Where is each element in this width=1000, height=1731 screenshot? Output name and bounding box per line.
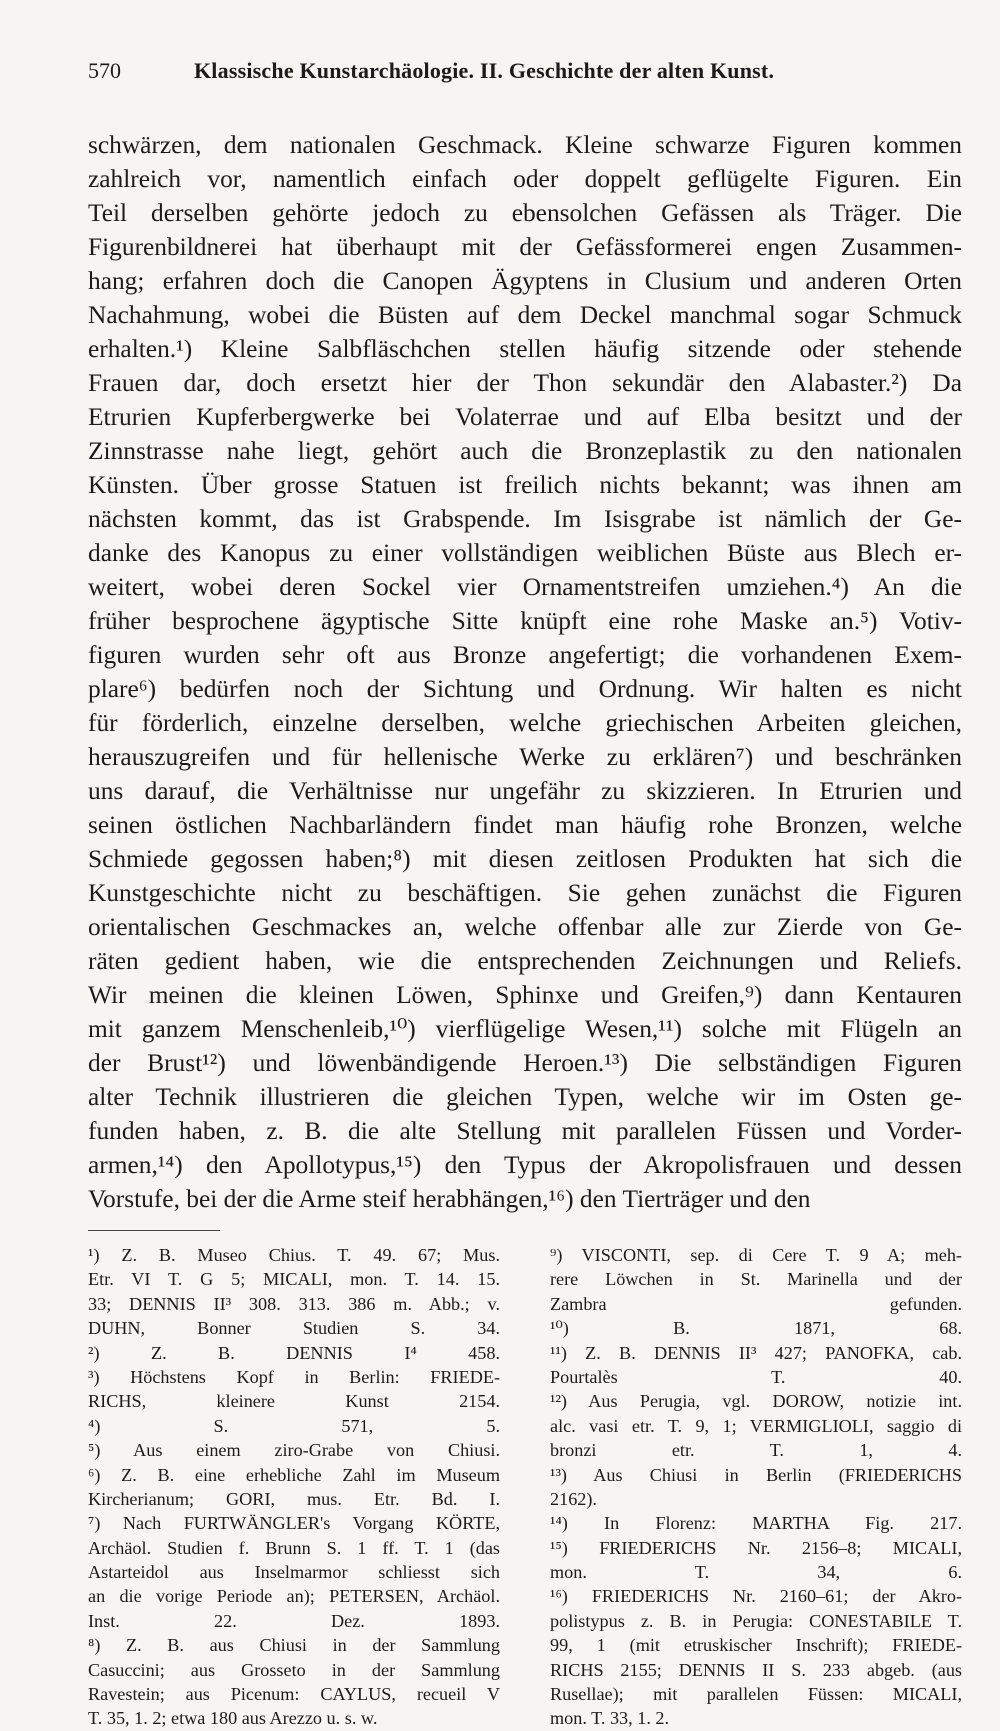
footnotes-right-column xyxy=(550,1243,962,1731)
footnote-line: Etr. VI T. G 5; MICALI, mon. T. 14. 15. xyxy=(88,1269,500,1290)
footnote-line: ⁵) Aus einem ziro-Grabe von Chiusi. xyxy=(88,1440,500,1461)
footnote-line: ¹²) Aus Perugia, vgl. DOROW, notizie int. xyxy=(550,1391,962,1412)
text-line: alter Technik illustrieren die gleichen Typen, welche wir im Osten ge- xyxy=(88,1083,962,1111)
footnote-line: 2162). xyxy=(550,1488,597,1509)
footnote-line: ⁹) VISCONTI, sep. di Cere T. 9 A; meh- xyxy=(550,1245,962,1265)
footnote-line: ⁷) Nach FURTWÄNGLER's Vorgang KÖRTE, xyxy=(88,1513,500,1534)
footnote-line: ¹) Z. B. Museo Chius. T. 49. 67; Mus. xyxy=(88,1245,500,1265)
footnote-line: ¹⁰) B. 1871, 68. xyxy=(550,1318,962,1339)
text-line: hang; erfahren doch die Canopen Ägyptens in Clusium und anderen Orten xyxy=(88,267,962,295)
text-line: schwärzen, dem nationalen Geschmack. Kleine schwarze Figuren kommen xyxy=(88,131,962,159)
footnote-line: ¹³) Aus Chiusi in Berlin (FRIEDERICHS xyxy=(550,1464,962,1485)
text-line: der Brust¹²) und löwenbändigende Heroen.¹³) Die selbständigen Figuren xyxy=(88,1049,962,1077)
text-line: Frauen dar, doch ersetzt hier der Thon sekundär den Alabaster.²) Da xyxy=(88,369,962,397)
text-line: Figurenbildnerei hat überhaupt mit der Gefässformerei engen Zusammen- xyxy=(88,233,962,261)
footnote-rule xyxy=(88,1230,220,1231)
text-line: Zinnstrasse nahe liegt, gehört auch die Bronzeplastik zu den nationalen xyxy=(88,437,962,465)
text-line: weitert, wobei deren Sockel vier Ornamentstreifen umziehen.⁴) An die xyxy=(88,573,962,601)
footnote-line: ⁸) Z. B. aus Chiusi in der Sammlung xyxy=(88,1635,500,1656)
footnote-line: mon. T. 33, 1. 2. xyxy=(550,1708,670,1729)
page-number: 570 xyxy=(88,58,121,83)
footnotes-left-column xyxy=(88,1243,500,1731)
text-line: uns darauf, die Verhältnisse nur ungefähr zu skizzieren. In Etrurien und xyxy=(88,777,962,805)
footnote-line: Kircherianum; GORI, mus. Etr. Bd. I. xyxy=(88,1488,500,1509)
footnote-line: 33; DENNIS II³ 308. 313. 386 m. Abb.; v. xyxy=(88,1293,500,1314)
text-line: Nachahmung, wobei die Büsten auf dem Deckel manchmal sogar Schmuck xyxy=(88,301,962,329)
footnote-line: Inst. 22. Dez. 1893. xyxy=(88,1610,500,1631)
footnote-line: an die vorige Periode an); PETERSEN, Archäol. xyxy=(88,1586,500,1607)
footnotes xyxy=(88,1243,962,1731)
main-text xyxy=(88,128,962,1216)
running-head xyxy=(88,52,962,90)
footnote-line: mon. T. 34, 6. xyxy=(550,1562,962,1583)
text-line: funden haben, z. B. die alte Stellung mit parallelen Füssen und Vorder- xyxy=(88,1117,962,1145)
footnote-line: polistypus z. B. in Perugia: CONESTABILE T. xyxy=(550,1610,962,1631)
text-line: zahlreich vor, namentlich einfach oder doppelt geflügelte Figuren. Ein xyxy=(88,165,962,193)
text-line: Wir meinen die kleinen Löwen, Sphinxe und Greifen,⁹) dann Kentauren xyxy=(88,981,962,1009)
footnote-line: ⁴) S. 571, 5. xyxy=(88,1415,500,1436)
text-line: armen,¹⁴) den Apollotypus,¹⁵) den Typus der Akropolisfrauen und dessen xyxy=(88,1151,962,1179)
footnote-line: RICHS 2155; DENNIS II S. 233 abgeb. (aus xyxy=(550,1659,962,1680)
footnote-line: Astarteidol aus Inselmarmor schliesst sich xyxy=(88,1562,500,1583)
footnote-line: rere Löwchen in St. Marinella und der xyxy=(550,1269,962,1290)
footnote-line: ²) Z. B. DENNIS I⁴ 458. xyxy=(88,1342,500,1363)
text-line: nächsten kommt, das ist Grabspende. Im Isisgrabe ist nämlich der Ge- xyxy=(88,505,962,533)
text-line: früher besprochene ägyptische Sitte knüpft eine rohe Maske an.⁵) Votiv- xyxy=(88,607,962,635)
footnote-line: Zambra gefunden. xyxy=(550,1293,962,1314)
footnote-line: T. 35, 1. 2; etwa 180 aus Arezzo u. s. w. xyxy=(88,1708,378,1729)
footnote-line: ⁶) Z. B. eine erhebliche Zahl im Museum xyxy=(88,1464,500,1485)
text-line: plare⁶) bedürfen noch der Sichtung und Ordnung. Wir halten es nicht xyxy=(88,675,962,703)
footnote-line: Casuccini; aus Grosseto in der Sammlung xyxy=(88,1659,500,1680)
running-head-title: Klassische Kunstarchäologie. II. Geschichte der alten Kunst. xyxy=(194,58,775,83)
footnote-line: Rusellae); mit parallelen Füssen: MICALI, xyxy=(550,1684,962,1705)
footnote-line: Pourtalès T. 40. xyxy=(550,1366,962,1387)
text-line: herauszugreifen und für hellenische Werke zu erklären⁷) und beschränken xyxy=(88,743,962,771)
text-line: danke des Kanopus zu einer vollständigen weiblichen Büste aus Blech er- xyxy=(88,539,962,567)
footnote-line: Archäol. Studien f. Brunn S. 1 ff. T. 1 (das xyxy=(88,1537,500,1558)
text-line: Etrurien Kupferbergwerke bei Volaterrae und auf Elba besitzt und der xyxy=(88,403,962,431)
footnote-line: RICHS, kleinere Kunst 2154. xyxy=(88,1391,500,1412)
footnote-line: DUHN, Bonner Studien S. 34. xyxy=(88,1318,500,1339)
footnote-line: ³) Höchstens Kopf in Berlin: FRIEDE- xyxy=(88,1366,500,1387)
text-line: für förderlich, einzelne derselben, welche griechischen Arbeiten gleichen, xyxy=(88,709,962,737)
text-line: Künsten. Über grosse Statuen ist freilich nichts bekannt; was ihnen am xyxy=(88,471,962,499)
footnote-line: ¹⁶) FRIEDERICHS Nr. 2160–61; der Akro- xyxy=(550,1586,962,1607)
footnote-line: alc. vasi etr. T. 9, 1; VERMIGLIOLI, saggio di xyxy=(550,1415,962,1436)
text-line: seinen östlichen Nachbarländern findet man häufig rohe Bronzen, welche xyxy=(88,811,962,839)
footnote-line: ¹⁵) FRIEDERICHS Nr. 2156–8; MICALI, xyxy=(550,1537,962,1558)
text-line: mit ganzem Menschenleib,¹⁰) vierflügelige Wesen,¹¹) solche mit Flügeln an xyxy=(88,1015,962,1043)
text-line: Vorstufe, bei der die Arme steif herabhängen,¹⁶) den Tierträger und den xyxy=(88,1185,811,1213)
text-line: Teil derselben gehörte jedoch zu ebensolchen Gefässen als Träger. Die xyxy=(88,199,962,227)
footnote-line: ¹¹) Z. B. DENNIS II³ 427; PANOFKA, cab. xyxy=(550,1342,962,1363)
text-line: orientalischen Geschmackes an, welche offenbar alle zur Zierde von Ge- xyxy=(88,913,962,941)
footnote-line: ¹⁴) In Florenz: MARTHA Fig. 217. xyxy=(550,1513,962,1534)
footnote-line: Ravestein; aus Picenum: CAYLUS, recueil V xyxy=(88,1684,500,1705)
text-line: räten gedient haben, wie die entsprechenden Zeichnungen und Reliefs. xyxy=(88,947,962,975)
text-line: figuren wurden sehr oft aus Bronze angefertigt; die vorhandenen Exem- xyxy=(88,641,962,669)
text-line: erhalten.¹) Kleine Salbfläschchen stellen häufig sitzende oder stehende xyxy=(88,335,962,363)
footnote-line: 99, 1 (mit etruskischer Inschrift); FRIEDE- xyxy=(550,1635,962,1656)
footnote-line: bronzi etr. T. 1, 4. xyxy=(550,1440,962,1461)
text-line: Schmiede gegossen haben;⁸) mit diesen zeitlosen Produkten hat sich die xyxy=(88,845,962,873)
text-line: Kunstgeschichte nicht zu beschäftigen. Sie gehen zunächst die Figuren xyxy=(88,879,962,907)
